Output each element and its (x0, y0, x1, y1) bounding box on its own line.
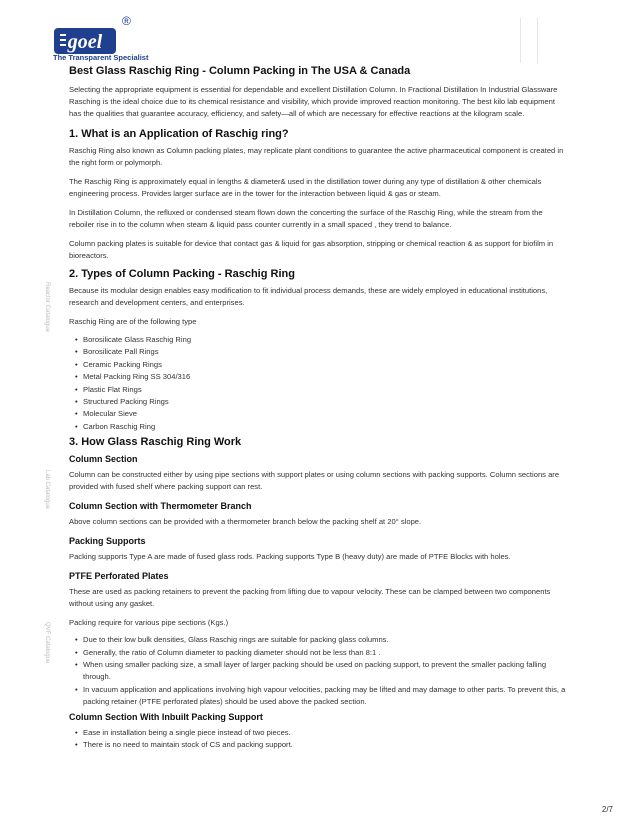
inbuilt-support-list (69, 727, 569, 752)
page-number: 2/7 (601, 805, 613, 814)
list-item: • In vacuum application and applications involving high vapour velocities, packing may be lifted and may damage to other parts. To prevent this, a packing retainer (PTFE perforated plates) should be used above the packed section. (77, 684, 569, 709)
side-label-reactor[interactable]: Reactor Catalogue (44, 282, 50, 333)
paragraph: Because its modular design enables easy modification to fit individual process demands, these are widely employed in educational institutions, research and development centers, and enterprises. (69, 286, 548, 307)
list-item: • Borosilicate Pall Rings (77, 346, 569, 358)
page-title: Best Glass Raschig Ring - Column Packing in The USA & Canada (69, 65, 411, 77)
list-item: • Structured Packing Rings (77, 396, 569, 408)
list-item: • Metal Packing Ring SS 304/316 (77, 371, 569, 383)
list-item: • Generally, the ratio of Column diameter to packing diameter should not be less than 8:1 . (77, 647, 569, 659)
section-3-heading: 3. How Glass Raschig Ring Work (69, 436, 242, 449)
section-1-heading: 1. What is an Application of Raschig ring? (69, 128, 289, 140)
section-2-heading: 2. Types of Column Packing - Raschig Ring (69, 268, 295, 280)
registered-mark: ® (122, 14, 131, 28)
subheading: Packing Supports (69, 536, 146, 547)
list-item: • Borosilicate Glass Raschig Ring (77, 334, 569, 346)
header-divider (520, 18, 521, 63)
list-item: • Due to their low bulk densities, Glass Raschig rings are suitable for packing glass columns. (77, 634, 569, 646)
paragraph: Above column sections can be provided with a thermometer branch below the packing shelf at 20° slope. (69, 517, 422, 527)
paragraph: Column packing plates is suitable for device that contact gas & liquid for gas absorption, stripping or chemical reaction & as support for biofilm in bioreactors. (69, 239, 554, 260)
paragraph: The Raschig Ring is approximately equal in lengths & diameter& used in the distillation tower during any type of distillation & other chemicals engineering process. Provides larger surface are in the tower for the interaction between liquid & gas or steam. (69, 177, 542, 198)
paragraph: Packing supports Type A are made of fused glass rods. Packing supports Type B (heavy duty) are made of PTFE Blocks with holes. (69, 552, 511, 562)
paragraph: Raschig Ring also known as Column packing plates, may replicate plant conditions to guarantee the active pharmaceutical component is created in the right form or polymorph. (69, 146, 564, 167)
subheading: Column Section (69, 454, 138, 465)
subheading: PTFE Perforated Plates (69, 571, 169, 582)
ring-types-list (69, 334, 569, 433)
paragraph: Column can be constructed either by using pipe sections with support plates or using column sections with packing supports. Column sections are provided with fused shelf where packing support can rest. (69, 470, 560, 492)
list-item: • When using smaller packing size, a small layer of larger packing should be used on packing support, to prevent the smaller packing falling through. (77, 659, 569, 684)
paragraph: These are used as packing retainers to prevent the packing from lifting due to vapour velocity. These can be clamped between two components without using any gasket. (69, 587, 551, 609)
side-label-qvf[interactable]: QVF Catalogue (44, 622, 50, 664)
svg-text:goel: goel (67, 31, 103, 53)
subheading: Column Section with Thermometer Branch (69, 501, 252, 512)
list-item: • Ease in installation being a single piece instead of two pieces. (77, 727, 569, 739)
list-item: • Carbon Raschig Ring (77, 421, 569, 433)
list-item: • Plastic Flat Rings (77, 384, 569, 396)
list-item: • Ceramic Packing Rings (77, 359, 569, 371)
paragraph: In Distillation Column, the refluxed or condensed steam flown down the concerting the surface of the Raschig Ring, while the stream from the reboiler rise in to the column when steam & liquid pass counter currently in a small spaced , they trend to balance. (69, 208, 543, 229)
brand-tagline: The Transparent Specialist (53, 53, 149, 62)
list-item: • Molecular Sieve (77, 408, 569, 420)
document-body (69, 64, 569, 754)
paragraph: Raschig Ring are of the following type (69, 317, 197, 326)
intro-paragraph: Selecting the appropriate equipment is essential for dependable and excellent Distillation Column. In Fractional Distillation In Industrial Glassware Rasching is the ideal choice due to its chemical resistance and visibility, which provide improved reaction monitoring. The best kilo lab equipment has the qualities that guarantee accuracy, efficiency, and safety—all of which are necessary for effective reactions at the kilogram scale. (69, 85, 558, 118)
side-label-lab[interactable]: Lab Catalogue (44, 470, 50, 510)
packing-notes-list (69, 634, 569, 708)
header-divider (537, 18, 538, 63)
paragraph: Packing require for various pipe sections (Kgs.) (69, 618, 229, 628)
list-item: • There is no need to maintain stock of CS and packing support. (77, 739, 569, 751)
subheading: Column Section With Inbuilt Packing Support (69, 711, 263, 722)
